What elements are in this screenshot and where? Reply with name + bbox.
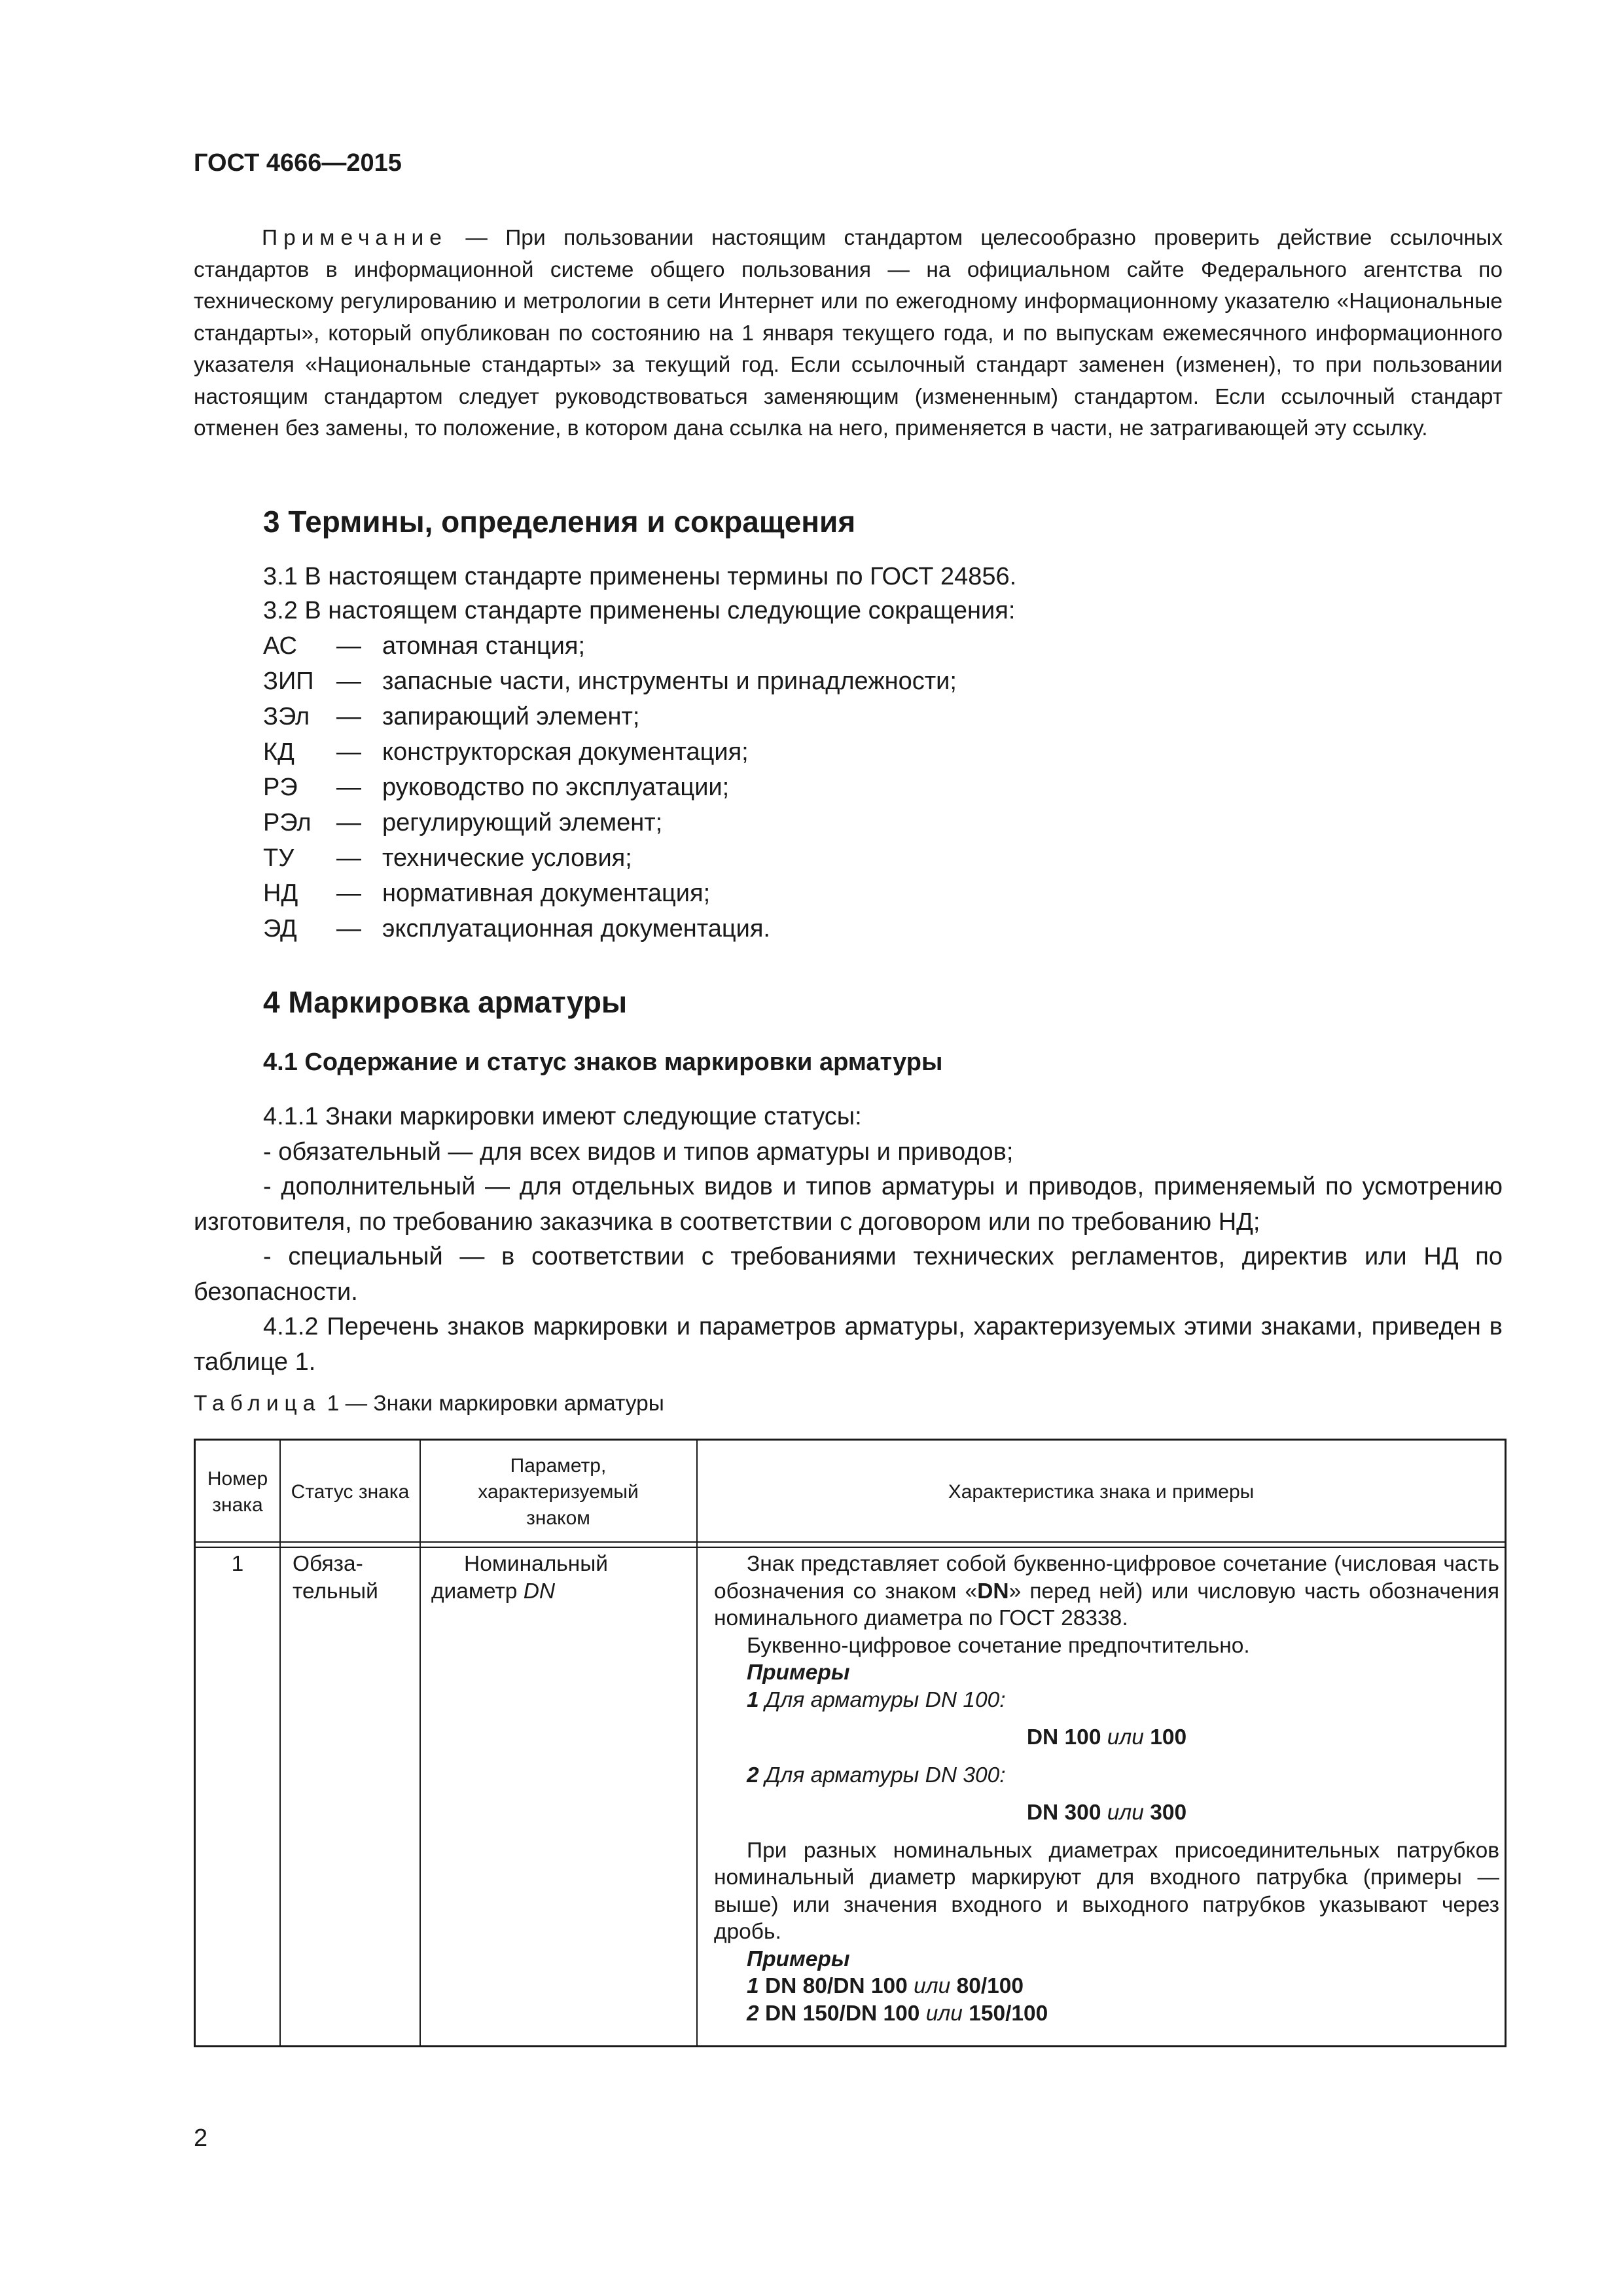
abbreviation-list — [263, 628, 957, 946]
abbreviation-item — [263, 699, 957, 734]
page-number: 2 — [194, 2125, 208, 2152]
section-3-title: 3 Термины, определения и сокращения — [263, 505, 856, 539]
note-text: — При пользовании настоящим стандартом целесообразно проверить действие ссылочных стандартов в информационной системе общего пользования — на официальном сайте Федерального агентства по техническому регулированию и метрологии в сети Интернет или по ежегодному информационному указателю «Национальные стандарты», который опубликован по состоянию на 1 января текущего года, и по выпускам ежемесячного информационного указателя «Национальные стандарты» за текущий год. Если ссылочный стандарт заменен (изменен), то при пользовании настоящим стандартом следует руководствоваться заменяющим (измененным) стандартом. Если ссылочный стандарт отменен без замены, то положение, в котором дана ссылка на него, применяется в части, не затрагивающей эту ссылку. — [194, 226, 1503, 440]
section-4-body — [194, 1100, 1503, 1380]
table-header-parameter: Параметр, характеризуемый знаком — [478, 1455, 639, 1529]
table-header-status: Статус знака — [291, 1481, 410, 1503]
abbreviation-dash: — — [336, 915, 361, 942]
clause-3-1: 3.1 В настоящем стандарте применены термины по ГОСТ 24856. — [263, 563, 1017, 590]
examples-label: Примеры — [747, 1946, 850, 1971]
abbreviation-text: конструкторская документация; — [382, 738, 749, 766]
example-number: 2 — [747, 1763, 759, 1787]
abbreviation-text: атомная станция; — [382, 632, 586, 660]
abbreviation-code: РЭ — [263, 774, 298, 801]
dn-sign: DN — [977, 1579, 1009, 1604]
example-item — [714, 1973, 1499, 2000]
example-value-a: DN 80/DN 100 — [758, 1974, 908, 1998]
example-item — [714, 2000, 1499, 2028]
row-status-line2: тельный — [293, 1579, 378, 1604]
example-number: 2 — [747, 2001, 759, 2026]
abbreviation-item — [263, 805, 957, 840]
abbreviation-code: НД — [263, 880, 298, 907]
table-header-divider — [196, 1547, 1505, 1548]
table-caption-text: 1 — Знаки маркировки арматуры — [321, 1391, 664, 1416]
example-value-a: DN 150/DN 100 — [758, 2001, 920, 2026]
example-value — [714, 1799, 1499, 1827]
abbreviation-text: регулирующий элемент; — [382, 809, 663, 836]
abbreviation-code: ТУ — [263, 844, 294, 872]
abbreviation-text: эксплуатационная документация. — [382, 915, 770, 942]
abbreviation-code: ЭД — [263, 915, 297, 942]
document-header: ГОСТ 4666—2015 — [194, 149, 402, 177]
abbreviation-text: технические условия; — [382, 844, 632, 872]
abbreviation-text: запирающий элемент; — [382, 703, 640, 730]
table-header-description: Характеристика знака и примеры — [948, 1481, 1255, 1503]
example-value-b: 100 — [1150, 1725, 1187, 1749]
status-bullet: - дополнительный — для отдельных видов и типов арматуры и приводов, применяемый по усмотрению изготовителя, по требованию заказчика в соответствии с договором или по требованию НД; — [194, 1173, 1503, 1236]
table-caption-label: Таблица — [194, 1391, 321, 1416]
abbreviation-text: руководство по эксплуатации; — [382, 774, 730, 801]
example-or: или — [1101, 1725, 1150, 1749]
note-label: Примечание — [262, 226, 448, 250]
clause-4-1-1: 4.1.1 Знаки маркировки имеют следующие статусы: — [263, 1103, 862, 1130]
abbreviation-item — [263, 840, 957, 876]
abbreviation-item — [263, 911, 957, 946]
abbreviation-dash: — — [336, 668, 361, 695]
abbreviation-item — [263, 734, 957, 770]
row-status — [293, 1551, 404, 1605]
description-text: Знак представляет собой буквенно-цифровое сочетание (числовая часть обозначения со знаком « — [714, 1552, 1499, 1604]
description-paragraph: При разных номинальных диаметрах присоединительных патрубков номинальный диаметр маркируют для входного патрубка (примеры — выше) или значения входного и выходного патрубков указывают через дробь. — [714, 1838, 1499, 1944]
status-bullet: - обязательный — для всех видов и типов арматуры и приводов; — [263, 1138, 1014, 1166]
abbreviation-code: КД — [263, 738, 294, 766]
example-or: или — [907, 1974, 957, 1998]
example-or: или — [919, 2001, 969, 2026]
note-paragraph — [194, 223, 1503, 445]
table-caption — [194, 1391, 664, 1416]
example-item — [714, 1687, 1499, 1714]
example-text: Для арматуры DN 100: — [758, 1687, 1006, 1712]
abbreviation-dash: — — [336, 809, 361, 836]
example-value-b: 300 — [1150, 1801, 1187, 1825]
examples-label: Примеры — [747, 1660, 850, 1685]
example-value-b: 150/100 — [969, 2001, 1048, 2026]
abbreviation-code: ЗИП — [263, 668, 314, 695]
abbreviation-dash: — — [336, 738, 361, 766]
subsection-4-1-title: 4.1 Содержание и статус знаков маркировки арматуры — [263, 1049, 943, 1076]
description-text: » перед ней) или числовую часть обозначения номинального диаметра по ГОСТ 28338. — [714, 1579, 1499, 1630]
example-number: 1 — [747, 1687, 759, 1712]
example-value-b: 80/100 — [956, 1974, 1024, 1998]
row-parameter-line2: диаметр DN — [431, 1579, 556, 1604]
example-item — [714, 1762, 1499, 1789]
description-paragraph — [714, 1551, 1499, 1632]
abbreviation-dash: — — [336, 703, 361, 730]
example-value-a: DN 300 — [1026, 1801, 1101, 1825]
abbreviation-dash: — — [336, 844, 361, 872]
row-parameter — [431, 1551, 687, 1605]
abbreviation-dash: — — [336, 774, 361, 801]
abbreviation-item — [263, 628, 957, 664]
row-number: 1 — [231, 1552, 244, 1576]
abbreviation-code: РЭл — [263, 809, 312, 836]
abbreviation-code: ЗЭл — [263, 703, 310, 730]
row-status-line1: Обяза- — [293, 1552, 363, 1576]
abbreviation-dash: — — [336, 632, 361, 660]
clause-3-2: 3.2 В настоящем стандарте применены следующие сокращения: — [263, 597, 1016, 624]
status-bullet: - специальный — в соответствии с требованиями технических регламентов, директив или НД по безопасности. — [194, 1243, 1503, 1306]
clause-4-1-2: 4.1.2 Перечень знаков маркировки и параметров арматуры, характеризуемых этими знаками, приведен в таблице 1. — [194, 1313, 1503, 1376]
section-4-title: 4 Маркировка арматуры — [263, 985, 628, 1019]
abbreviation-code: АС — [263, 632, 297, 660]
marking-table — [194, 1439, 1507, 2047]
example-text: Для арматуры DN 300: — [758, 1763, 1006, 1787]
row-description — [714, 1551, 1499, 2027]
row-parameter-line1: Номинальный — [464, 1552, 608, 1576]
abbreviation-text: нормативная документация; — [382, 880, 711, 907]
abbreviation-item — [263, 876, 957, 911]
abbreviation-dash: — — [336, 880, 361, 907]
example-or: или — [1101, 1801, 1150, 1825]
abbreviation-text: запасные части, инструменты и принадлежности; — [382, 668, 957, 695]
abbreviation-item — [263, 770, 957, 805]
example-value — [714, 1724, 1499, 1751]
abbreviation-item — [263, 664, 957, 699]
example-number: 1 — [747, 1974, 759, 1998]
description-paragraph: Буквенно-цифровое сочетание предпочтительно. — [747, 1633, 1250, 1658]
example-value-a: DN 100 — [1026, 1725, 1101, 1749]
table-header-number: Номер знака — [207, 1468, 268, 1516]
